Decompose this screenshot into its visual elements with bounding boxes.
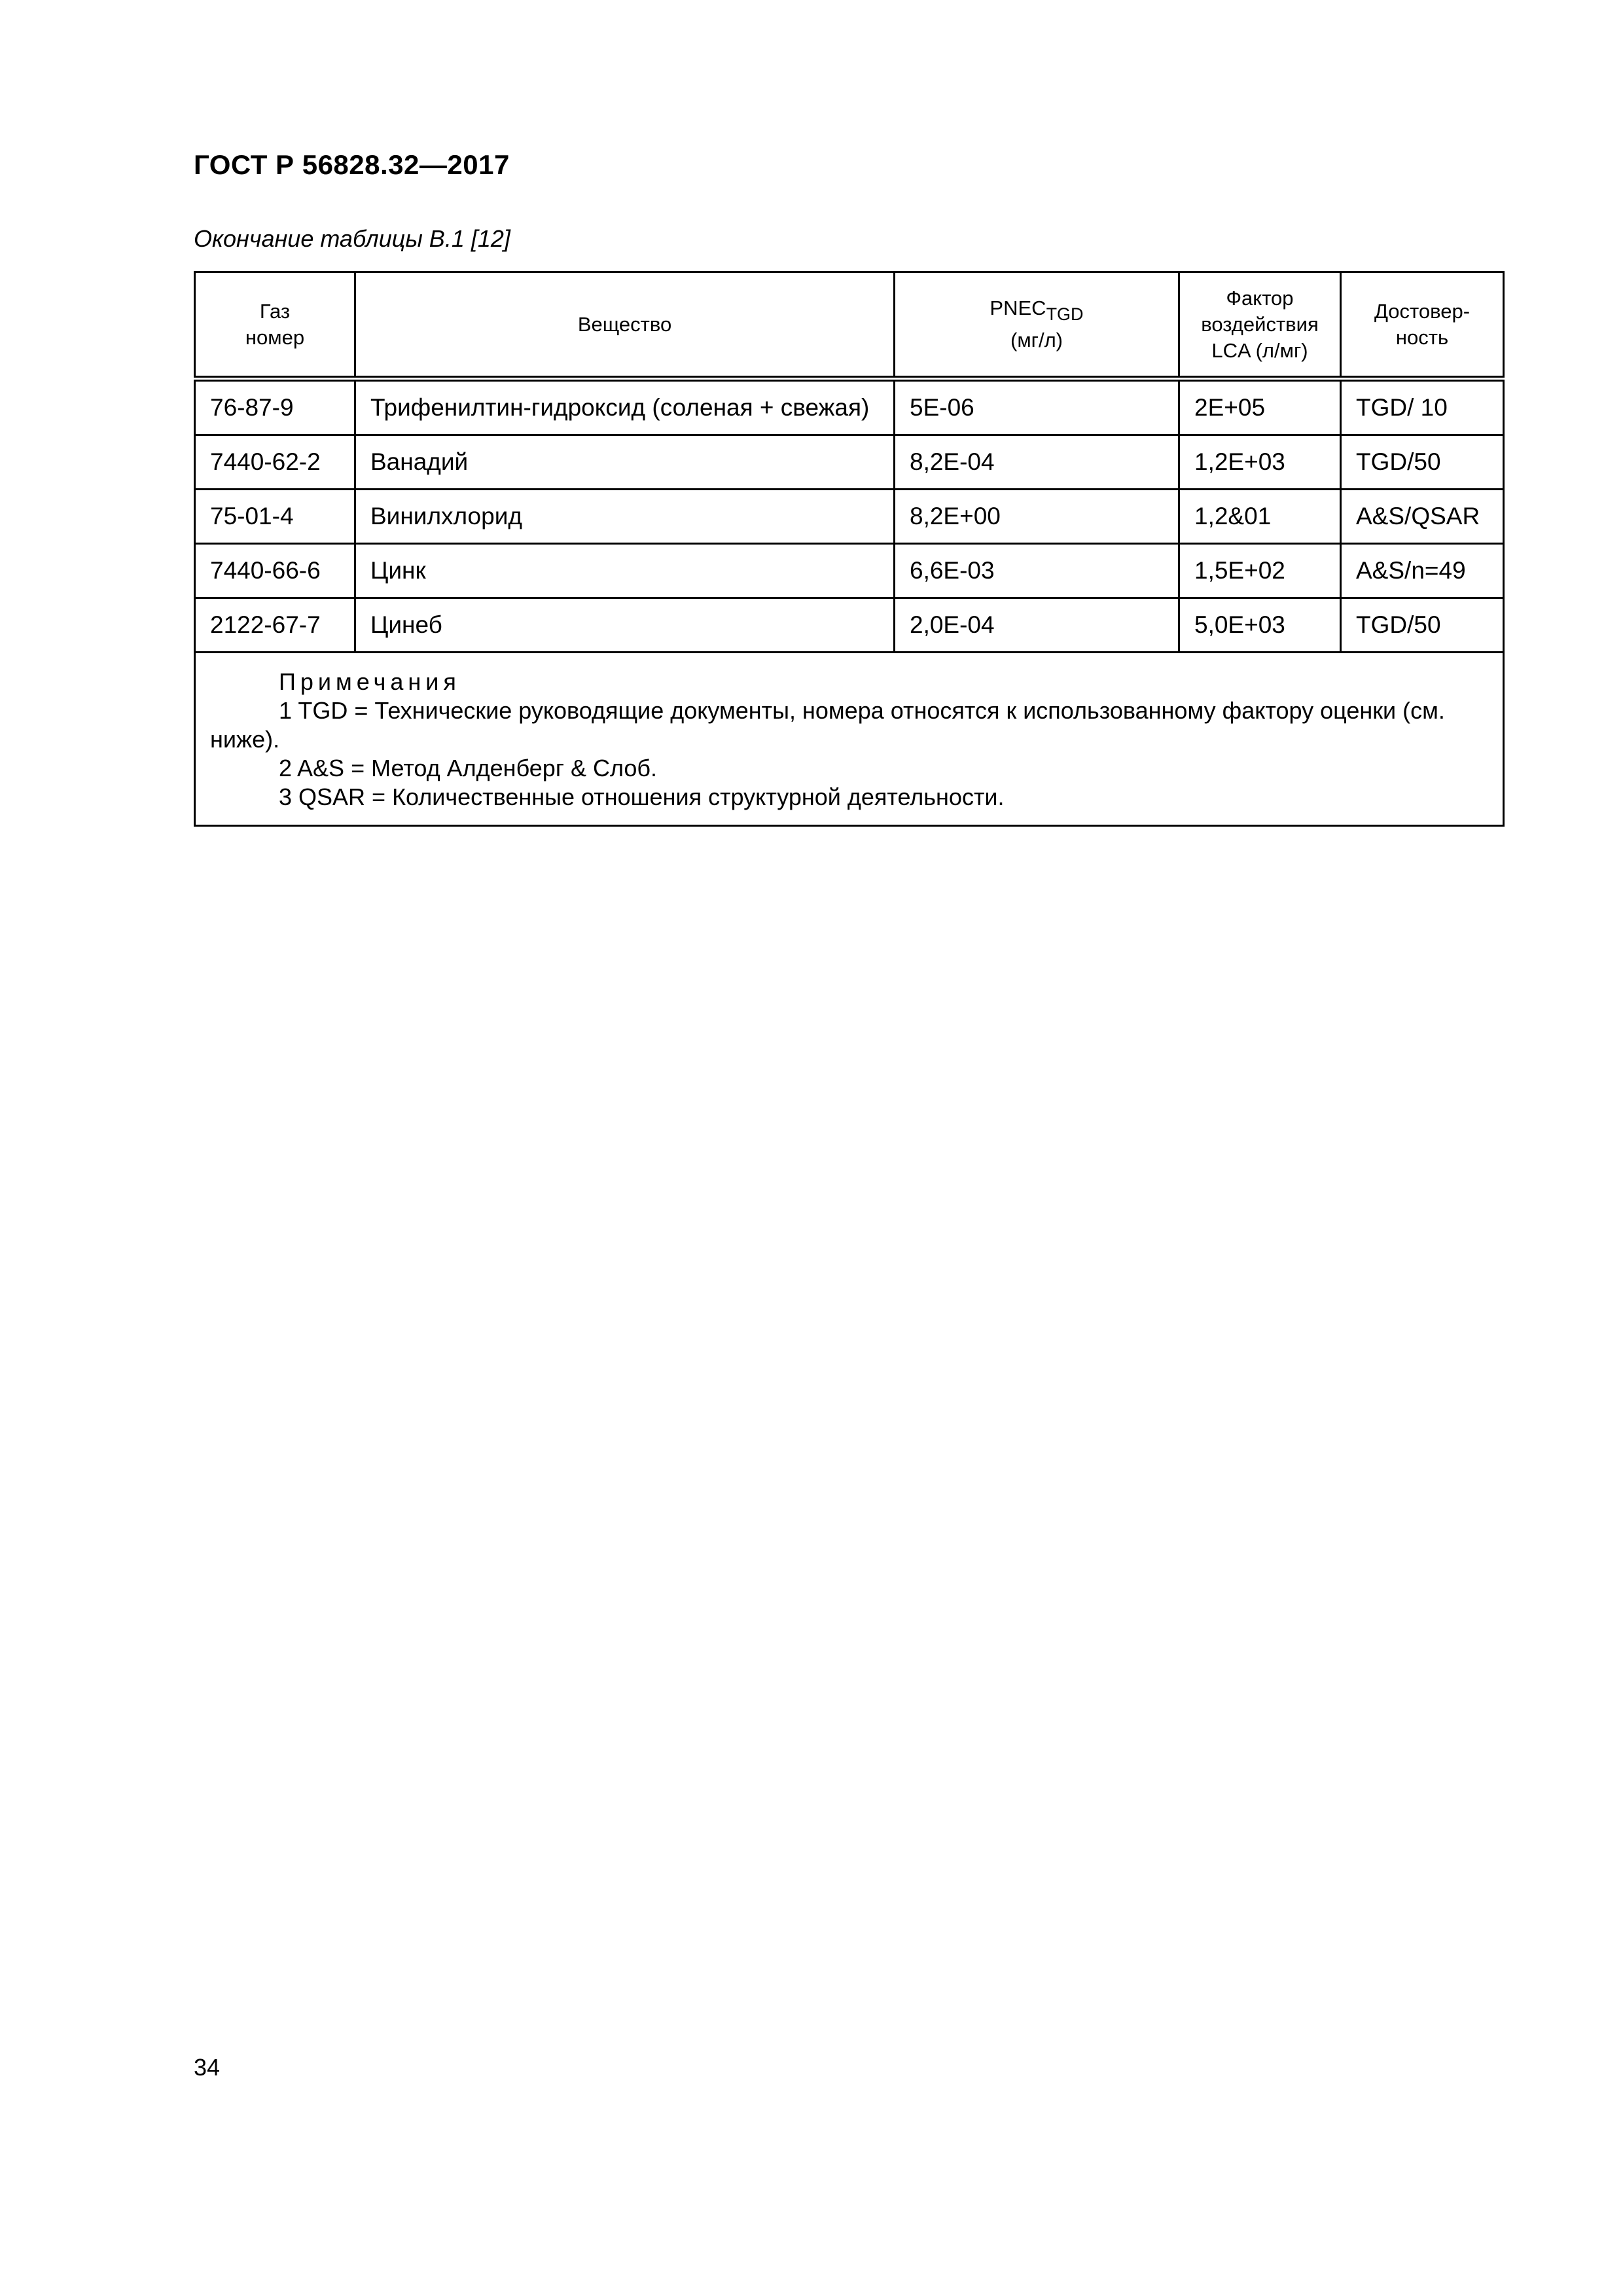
column-header-pnec-subscript: TGD bbox=[1046, 304, 1084, 324]
table-caption: Окончание таблицы В.1 [12] bbox=[194, 225, 510, 252]
column-header-cas bbox=[195, 272, 355, 379]
cell-factor: 2E+05 bbox=[1179, 379, 1341, 435]
cell-reliability: TGD/50 bbox=[1341, 598, 1504, 653]
cell-substance: Цинк bbox=[355, 544, 895, 598]
column-header-pnec bbox=[895, 272, 1179, 379]
column-header-factor-line3: LCA (л/мг) bbox=[1211, 338, 1308, 362]
cell-cas: 75-01-4 bbox=[195, 490, 355, 544]
note-item: 1 TGD = Технические руководящие документы, номера относятся к использованному фактору оценки (см. ниже). bbox=[210, 697, 1445, 753]
cell-reliability: TGD/ 10 bbox=[1341, 379, 1504, 435]
cell-factor: 1,5E+02 bbox=[1179, 544, 1341, 598]
cell-factor: 1,2&01 bbox=[1179, 490, 1341, 544]
table-notes bbox=[195, 653, 1504, 826]
cell-cas: 2122-67-7 bbox=[195, 598, 355, 653]
cell-pnec: 8,2E+00 bbox=[895, 490, 1179, 544]
table-row bbox=[195, 490, 1504, 544]
column-header-factor-line1: Фактор bbox=[1226, 286, 1294, 310]
cell-pnec: 8,2E-04 bbox=[895, 435, 1179, 490]
page-number: 34 bbox=[194, 2054, 221, 2081]
cell-reliability: TGD/50 bbox=[1341, 435, 1504, 490]
cell-substance: Ванадий bbox=[355, 435, 895, 490]
note-item: 3 QSAR = Количественные отношения структурной деятельности. bbox=[279, 783, 1005, 810]
column-header-factor bbox=[1179, 272, 1341, 379]
column-header-cas-line1: Газ bbox=[259, 299, 291, 323]
column-header-pnec-main: PNEC bbox=[990, 296, 1046, 319]
cell-factor: 5,0E+03 bbox=[1179, 598, 1341, 653]
cell-pnec: 5E-06 bbox=[895, 379, 1179, 435]
column-header-reliability-line2: ность bbox=[1395, 325, 1449, 349]
column-header-factor-line2: воздействия bbox=[1201, 312, 1319, 336]
column-header-pnec-unit: (мг/л) bbox=[1010, 329, 1063, 351]
note-item: 2 A&S = Метод Алденберг & Слоб. bbox=[279, 755, 658, 781]
cell-cas: 76-87-9 bbox=[195, 379, 355, 435]
cell-factor: 1,2E+03 bbox=[1179, 435, 1341, 490]
document-header: ГОСТ Р 56828.32—2017 bbox=[194, 149, 510, 180]
cell-substance: Винилхлорид bbox=[355, 490, 895, 544]
column-header-reliability-line1: Достовер- bbox=[1374, 299, 1471, 323]
cell-pnec: 6,6E-03 bbox=[895, 544, 1179, 598]
notes-title: Примечания bbox=[279, 668, 461, 695]
column-header-substance-label: Вещество bbox=[577, 312, 672, 336]
table-row bbox=[195, 544, 1504, 598]
cell-pnec: 2,0E-04 bbox=[895, 598, 1179, 653]
column-header-substance bbox=[355, 272, 895, 379]
pnec-table bbox=[194, 271, 1505, 827]
column-header-cas-line2: номер bbox=[245, 325, 305, 349]
table-row bbox=[195, 379, 1504, 435]
cell-substance: Трифенилтин-гидроксид (соленая + свежая) bbox=[355, 379, 895, 435]
column-header-reliability bbox=[1341, 272, 1504, 379]
cell-cas: 7440-66-6 bbox=[195, 544, 355, 598]
header-row bbox=[195, 272, 1504, 379]
cell-reliability: A&S/QSAR bbox=[1341, 490, 1504, 544]
table-row bbox=[195, 598, 1504, 653]
table-row bbox=[195, 435, 1504, 490]
cell-cas: 7440-62-2 bbox=[195, 435, 355, 490]
table-body bbox=[195, 379, 1504, 826]
cell-substance: Цинеб bbox=[355, 598, 895, 653]
table-header bbox=[195, 272, 1504, 379]
cell-reliability: A&S/n=49 bbox=[1341, 544, 1504, 598]
notes-row bbox=[195, 653, 1504, 826]
